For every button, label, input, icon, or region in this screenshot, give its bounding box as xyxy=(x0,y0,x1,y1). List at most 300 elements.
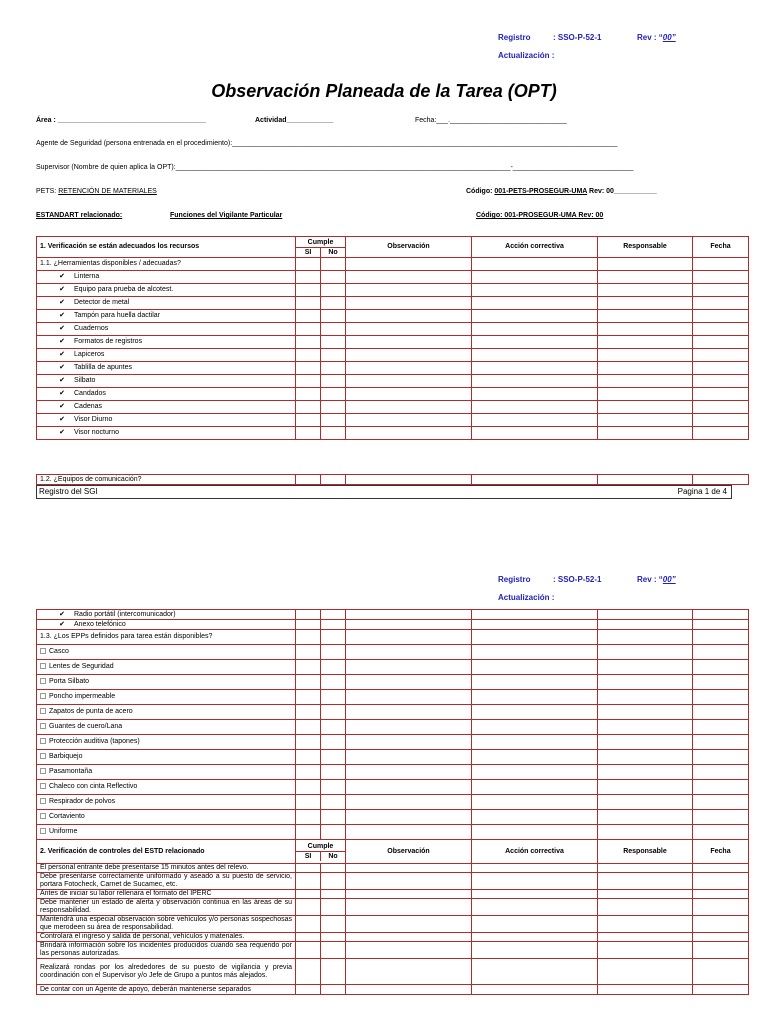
si-cell[interactable] xyxy=(296,933,321,942)
observacion-cell[interactable] xyxy=(346,780,472,795)
observacion-cell[interactable] xyxy=(346,750,472,765)
no-cell[interactable] xyxy=(321,620,346,630)
responsable-cell[interactable] xyxy=(598,610,693,620)
accion-cell[interactable] xyxy=(472,864,598,873)
accion-cell[interactable] xyxy=(472,620,598,630)
observacion-cell[interactable] xyxy=(346,690,472,705)
accion-cell[interactable] xyxy=(472,825,598,840)
table-row xyxy=(37,660,749,675)
fecha-cell[interactable] xyxy=(693,336,749,349)
si-cell[interactable] xyxy=(296,765,321,780)
no-cell[interactable] xyxy=(321,610,346,620)
responsable-cell[interactable] xyxy=(598,735,693,750)
si-cell[interactable] xyxy=(296,959,321,985)
no-cell[interactable] xyxy=(321,795,346,810)
accion-cell[interactable] xyxy=(472,675,598,690)
fecha-cell[interactable] xyxy=(693,720,749,735)
fecha-cell[interactable] xyxy=(693,271,749,284)
accion-cell[interactable] xyxy=(472,795,598,810)
table-row xyxy=(37,401,749,414)
accion-cell[interactable] xyxy=(472,985,598,995)
fecha-cell[interactable] xyxy=(693,310,749,323)
accion-cell[interactable] xyxy=(472,735,598,750)
checkbox-icon[interactable] xyxy=(40,798,46,804)
fecha-cell[interactable] xyxy=(693,362,749,375)
observacion-cell[interactable] xyxy=(346,864,472,873)
fecha-cell[interactable] xyxy=(693,705,749,720)
accion-cell[interactable] xyxy=(472,323,598,336)
no-cell[interactable] xyxy=(321,297,346,310)
observacion-cell[interactable] xyxy=(346,401,472,414)
responsable-cell[interactable] xyxy=(598,690,693,705)
no-cell[interactable] xyxy=(321,873,346,890)
accion-cell[interactable] xyxy=(472,284,598,297)
no-cell[interactable] xyxy=(321,959,346,985)
si-cell[interactable] xyxy=(296,375,321,388)
si-cell[interactable] xyxy=(296,890,321,899)
responsable-cell[interactable] xyxy=(598,427,693,440)
checkbox-icon[interactable] xyxy=(40,678,46,684)
responsable-cell[interactable] xyxy=(598,873,693,890)
accion-cell[interactable] xyxy=(472,750,598,765)
responsable-cell[interactable] xyxy=(598,401,693,414)
accion-cell[interactable] xyxy=(472,765,598,780)
no-cell[interactable] xyxy=(321,362,346,375)
si-cell[interactable] xyxy=(296,873,321,890)
responsable-cell[interactable] xyxy=(598,750,693,765)
fecha-cell[interactable] xyxy=(693,690,749,705)
no-cell[interactable] xyxy=(321,916,346,933)
fecha-cell[interactable] xyxy=(693,735,749,750)
observacion-cell[interactable] xyxy=(346,720,472,735)
question-1-2: 1.2. ¿Equipos de comunicación? xyxy=(37,475,296,485)
responsable-cell[interactable] xyxy=(598,720,693,735)
responsable-cell[interactable] xyxy=(598,942,693,959)
si-cell[interactable] xyxy=(296,780,321,795)
no-cell[interactable] xyxy=(321,375,346,388)
item-label: Respirador de polvos xyxy=(49,798,116,805)
table-header-2 xyxy=(37,840,749,864)
table-header xyxy=(37,237,749,258)
responsable-header-2: Responsable xyxy=(598,840,693,864)
observacion-cell[interactable] xyxy=(346,890,472,899)
si-cell[interactable] xyxy=(296,336,321,349)
observacion-cell[interactable] xyxy=(346,610,472,620)
no-cell[interactable] xyxy=(321,780,346,795)
observacion-cell[interactable] xyxy=(346,899,472,916)
fecha-cell[interactable] xyxy=(693,675,749,690)
check-bullet-icon: ✔ xyxy=(59,390,65,397)
codigo1-row: Código: 001-PETS-PROSEGUR-UMA Rev: 00___________ xyxy=(466,188,657,195)
checkbox-icon[interactable] xyxy=(40,828,46,834)
observacion-cell[interactable] xyxy=(346,810,472,825)
si-cell[interactable] xyxy=(296,427,321,440)
fecha-cell[interactable] xyxy=(693,375,749,388)
accion-cell[interactable] xyxy=(472,271,598,284)
no-cell[interactable] xyxy=(321,899,346,916)
no-cell[interactable] xyxy=(321,985,346,995)
responsable-cell[interactable] xyxy=(598,705,693,720)
responsable-cell[interactable] xyxy=(598,899,693,916)
checkbox-icon[interactable] xyxy=(40,648,46,654)
item-label: Candados xyxy=(74,390,106,397)
list-item xyxy=(37,780,296,795)
observacion-cell[interactable] xyxy=(346,660,472,675)
fecha-cell[interactable] xyxy=(693,985,749,995)
no-cell[interactable] xyxy=(321,690,346,705)
fecha-cell[interactable] xyxy=(693,825,749,840)
si-cell[interactable] xyxy=(296,660,321,675)
accion-cell[interactable] xyxy=(472,610,598,620)
responsable-cell[interactable] xyxy=(598,310,693,323)
accion-cell[interactable] xyxy=(472,388,598,401)
accion-cell[interactable] xyxy=(472,959,598,985)
fecha-cell[interactable] xyxy=(693,942,749,959)
checkbox-icon[interactable] xyxy=(40,813,46,819)
si-cell[interactable] xyxy=(296,271,321,284)
question-1-1: 1.1. ¿Herramientas disponibles / adecuadas? xyxy=(37,258,296,271)
accion-cell[interactable] xyxy=(472,362,598,375)
no-cell[interactable] xyxy=(321,414,346,427)
accion-cell[interactable] xyxy=(472,310,598,323)
no-cell[interactable] xyxy=(321,336,346,349)
accion-cell[interactable] xyxy=(472,414,598,427)
si-cell[interactable] xyxy=(296,297,321,310)
pets-row: PETS: RETENCIÓN DE MATERIALES xyxy=(36,188,157,195)
responsable-cell[interactable] xyxy=(598,297,693,310)
control-item: Controlará el ingreso y salida de personal, vehículos y materiales. xyxy=(37,933,296,942)
observacion-cell[interactable] xyxy=(346,959,472,985)
fecha-cell[interactable] xyxy=(693,401,749,414)
observacion-cell[interactable] xyxy=(346,388,472,401)
observacion-cell[interactable] xyxy=(346,735,472,750)
item-label: Tablilla de apuntes xyxy=(74,364,132,371)
checkbox-icon[interactable] xyxy=(40,723,46,729)
list-item xyxy=(37,323,296,336)
accion-cell[interactable] xyxy=(472,916,598,933)
no-cell[interactable] xyxy=(321,765,346,780)
observacion-cell[interactable] xyxy=(346,705,472,720)
si-cell[interactable] xyxy=(296,795,321,810)
checkbox-icon[interactable] xyxy=(40,663,46,669)
responsable-cell[interactable] xyxy=(598,810,693,825)
si-cell[interactable] xyxy=(296,362,321,375)
responsable-cell[interactable] xyxy=(598,336,693,349)
list-item xyxy=(37,645,296,660)
fecha-cell[interactable] xyxy=(693,933,749,942)
no-cell[interactable] xyxy=(321,810,346,825)
checkbox-icon[interactable] xyxy=(40,768,46,774)
fecha-cell[interactable] xyxy=(693,297,749,310)
accion-cell[interactable] xyxy=(472,401,598,414)
si-cell[interactable] xyxy=(296,899,321,916)
checkbox-icon[interactable] xyxy=(40,693,46,699)
control-item: Debe mantener un estado de alerta y observación continua en las áreas de su responsabilidad. xyxy=(37,899,296,916)
no-cell[interactable] xyxy=(321,675,346,690)
fecha-cell[interactable] xyxy=(693,349,749,362)
table-row xyxy=(37,675,749,690)
no-cell[interactable] xyxy=(321,750,346,765)
table-row xyxy=(37,620,749,630)
fecha-field[interactable]: Fecha:___.______________________________ xyxy=(415,117,567,124)
si-cell[interactable] xyxy=(296,705,321,720)
item-label: Equipo para prueba de alcotest. xyxy=(74,286,174,293)
checkbox-icon[interactable] xyxy=(40,708,46,714)
responsable-cell[interactable] xyxy=(598,620,693,630)
responsable-cell[interactable] xyxy=(598,284,693,297)
item-label: Protección auditiva (tapones) xyxy=(49,738,140,745)
observacion-cell[interactable] xyxy=(346,985,472,995)
item-label: Pasamontaña xyxy=(49,768,93,775)
observacion-cell[interactable] xyxy=(346,873,472,890)
si-cell[interactable] xyxy=(296,942,321,959)
list-item xyxy=(37,765,296,780)
si-cell[interactable] xyxy=(296,388,321,401)
observacion-cell[interactable] xyxy=(346,645,472,660)
no-cell[interactable] xyxy=(321,323,346,336)
rev-label: Rev : “00” xyxy=(637,33,676,42)
responsable-cell[interactable] xyxy=(598,349,693,362)
item-label: Guantes de cuero/Lana xyxy=(49,723,123,730)
no-cell[interactable] xyxy=(321,864,346,873)
accion-cell[interactable] xyxy=(472,336,598,349)
fecha-cell[interactable] xyxy=(693,916,749,933)
responsable-cell[interactable] xyxy=(598,795,693,810)
si-cell[interactable] xyxy=(296,985,321,995)
area-field[interactable]: Área : ______________________________________ xyxy=(36,117,206,124)
observacion-cell[interactable] xyxy=(346,675,472,690)
fecha-cell[interactable] xyxy=(693,323,749,336)
table-row xyxy=(37,258,749,271)
no-cell[interactable] xyxy=(321,660,346,675)
si-cell[interactable] xyxy=(296,810,321,825)
fecha-cell[interactable] xyxy=(693,645,749,660)
responsable-cell[interactable] xyxy=(598,271,693,284)
accion-cell[interactable] xyxy=(472,375,598,388)
fecha-cell[interactable] xyxy=(693,864,749,873)
observacion-cell[interactable] xyxy=(346,825,472,840)
observacion-cell[interactable] xyxy=(346,297,472,310)
observacion-cell[interactable] xyxy=(346,323,472,336)
checkbox-icon[interactable] xyxy=(40,753,46,759)
responsable-cell[interactable] xyxy=(598,825,693,840)
si-cell[interactable] xyxy=(296,645,321,660)
si-cell[interactable] xyxy=(296,610,321,620)
accion-cell[interactable] xyxy=(472,427,598,440)
observacion-cell[interactable] xyxy=(346,620,472,630)
observacion-header: Observación xyxy=(346,237,472,258)
responsable-cell[interactable] xyxy=(598,933,693,942)
rev-label-p2: Rev : “00” xyxy=(637,575,676,584)
si-cell[interactable] xyxy=(296,401,321,414)
responsable-cell[interactable] xyxy=(598,660,693,675)
accion-cell[interactable] xyxy=(472,873,598,890)
responsable-cell[interactable] xyxy=(598,780,693,795)
fecha-cell[interactable] xyxy=(693,765,749,780)
table-row xyxy=(37,645,749,660)
si-cell[interactable] xyxy=(296,675,321,690)
si-cell[interactable] xyxy=(296,414,321,427)
accion-cell[interactable] xyxy=(472,890,598,899)
fecha-cell[interactable] xyxy=(693,414,749,427)
si-cell[interactable] xyxy=(296,750,321,765)
fecha-cell[interactable] xyxy=(693,873,749,890)
fecha-cell[interactable] xyxy=(693,780,749,795)
si-cell[interactable] xyxy=(296,349,321,362)
observacion-cell[interactable] xyxy=(346,916,472,933)
fecha-cell[interactable] xyxy=(693,620,749,630)
si-cell[interactable] xyxy=(296,720,321,735)
list-item xyxy=(37,349,296,362)
si-cell[interactable] xyxy=(296,916,321,933)
observacion-cell[interactable] xyxy=(346,933,472,942)
observacion-cell[interactable] xyxy=(346,336,472,349)
no-cell[interactable] xyxy=(321,310,346,323)
table-row xyxy=(37,942,749,959)
no-cell[interactable] xyxy=(321,427,346,440)
responsable-cell[interactable] xyxy=(598,985,693,995)
observacion-cell[interactable] xyxy=(346,765,472,780)
table-row xyxy=(37,899,749,916)
accion-cell[interactable] xyxy=(472,645,598,660)
observacion-cell[interactable] xyxy=(346,349,472,362)
si-cell[interactable] xyxy=(296,620,321,630)
si-cell[interactable] xyxy=(296,284,321,297)
table-row xyxy=(37,873,749,890)
responsable-cell[interactable] xyxy=(598,362,693,375)
item-label: Visor nocturno xyxy=(74,429,120,436)
control-item: De contar con un Agente de apoyo, deberán mantenerse separados xyxy=(37,985,296,995)
actualizacion-label: Actualización : xyxy=(498,51,555,60)
observacion-cell[interactable] xyxy=(346,310,472,323)
no-cell[interactable] xyxy=(321,388,346,401)
fecha-cell[interactable] xyxy=(693,660,749,675)
accion-cell[interactable] xyxy=(472,780,598,795)
responsable-cell[interactable] xyxy=(598,864,693,873)
no-cell[interactable] xyxy=(321,933,346,942)
list-item xyxy=(37,750,296,765)
no-cell[interactable] xyxy=(321,284,346,297)
page-title: Observación Planeada de la Tarea (OPT) xyxy=(211,81,557,101)
list-item xyxy=(37,336,296,349)
fecha-cell[interactable] xyxy=(693,427,749,440)
table-row xyxy=(37,933,749,942)
responsable-cell[interactable] xyxy=(598,675,693,690)
fecha-cell[interactable] xyxy=(693,890,749,899)
page-footer xyxy=(36,485,732,499)
no-cell[interactable] xyxy=(321,942,346,959)
no-cell[interactable] xyxy=(321,825,346,840)
observacion-cell[interactable] xyxy=(346,427,472,440)
si-cell[interactable] xyxy=(296,825,321,840)
observacion-cell[interactable] xyxy=(346,375,472,388)
accion-cell[interactable] xyxy=(472,942,598,959)
no-cell[interactable] xyxy=(321,890,346,899)
responsable-cell[interactable] xyxy=(598,375,693,388)
responsable-cell[interactable] xyxy=(598,323,693,336)
fecha-cell[interactable] xyxy=(693,795,749,810)
responsable-cell[interactable] xyxy=(598,890,693,899)
item-label: Linterna xyxy=(74,273,100,280)
item-label: Cadenas xyxy=(74,403,103,410)
table-row xyxy=(37,284,749,297)
observacion-cell[interactable] xyxy=(346,271,472,284)
responsable-cell[interactable] xyxy=(598,388,693,401)
responsable-cell[interactable] xyxy=(598,414,693,427)
check-bullet-icon: ✔ xyxy=(59,377,65,384)
list-item xyxy=(37,690,296,705)
table-row xyxy=(37,690,749,705)
si-cell[interactable] xyxy=(296,690,321,705)
observacion-cell[interactable] xyxy=(346,795,472,810)
observacion-cell[interactable] xyxy=(346,284,472,297)
item-label: Casco xyxy=(49,648,69,655)
no-cell[interactable] xyxy=(321,705,346,720)
si-cell[interactable] xyxy=(296,864,321,873)
accion-cell[interactable] xyxy=(472,660,598,675)
page-2 xyxy=(0,520,768,1024)
item-label: Tampón para huella dactilar xyxy=(74,312,160,319)
registro-value-p2: : SSO-P-52-1 xyxy=(553,575,602,584)
fecha-cell[interactable] xyxy=(693,284,749,297)
no-cell[interactable] xyxy=(321,271,346,284)
si-cell[interactable] xyxy=(296,735,321,750)
accion-cell[interactable] xyxy=(472,933,598,942)
accion-cell[interactable] xyxy=(472,705,598,720)
check-bullet-icon: ✔ xyxy=(59,403,65,410)
table-row xyxy=(37,427,749,440)
no-cell[interactable] xyxy=(321,720,346,735)
si-cell[interactable] xyxy=(296,323,321,336)
no-cell[interactable] xyxy=(321,349,346,362)
accion-cell[interactable] xyxy=(472,899,598,916)
actividad-field[interactable]: Actividad____________ xyxy=(255,117,334,124)
accion-cell[interactable] xyxy=(472,349,598,362)
checkbox-icon[interactable] xyxy=(40,783,46,789)
agente-field[interactable]: Agente de Seguridad (persona entrenada en el procedimiento):___________________________________________________________________________________________________ xyxy=(36,140,618,147)
no-cell[interactable] xyxy=(321,401,346,414)
fecha-cell[interactable] xyxy=(693,388,749,401)
table-row xyxy=(37,610,749,620)
accion-cell[interactable] xyxy=(472,690,598,705)
checkbox-icon[interactable] xyxy=(40,738,46,744)
table-row xyxy=(37,630,749,645)
si-cell[interactable] xyxy=(296,310,321,323)
accion-cell[interactable] xyxy=(472,297,598,310)
accion-cell[interactable] xyxy=(472,720,598,735)
estandart-value: Funciones del Vigilante Particular xyxy=(170,212,283,219)
check-bullet-icon: ✔ xyxy=(59,325,65,332)
responsable-cell[interactable] xyxy=(598,916,693,933)
observacion-cell[interactable] xyxy=(346,362,472,375)
fecha-cell[interactable] xyxy=(693,610,749,620)
observacion-cell[interactable] xyxy=(346,942,472,959)
table-row xyxy=(37,705,749,720)
fecha-cell[interactable] xyxy=(693,959,749,985)
accion-cell[interactable] xyxy=(472,810,598,825)
responsable-cell[interactable] xyxy=(598,765,693,780)
accion-header: Acción correctiva xyxy=(472,237,598,258)
no-cell[interactable] xyxy=(321,735,346,750)
fecha-cell[interactable] xyxy=(693,750,749,765)
fecha-cell[interactable] xyxy=(693,899,749,916)
observacion-cell[interactable] xyxy=(346,414,472,427)
responsable-cell[interactable] xyxy=(598,959,693,985)
responsable-cell[interactable] xyxy=(598,645,693,660)
no-cell[interactable] xyxy=(321,645,346,660)
supervisor-field[interactable]: Supervisor (Nombre de quien aplica la OPT):______________________________________________________________________________________-_______________________________ xyxy=(36,164,634,171)
fecha-cell[interactable] xyxy=(693,810,749,825)
